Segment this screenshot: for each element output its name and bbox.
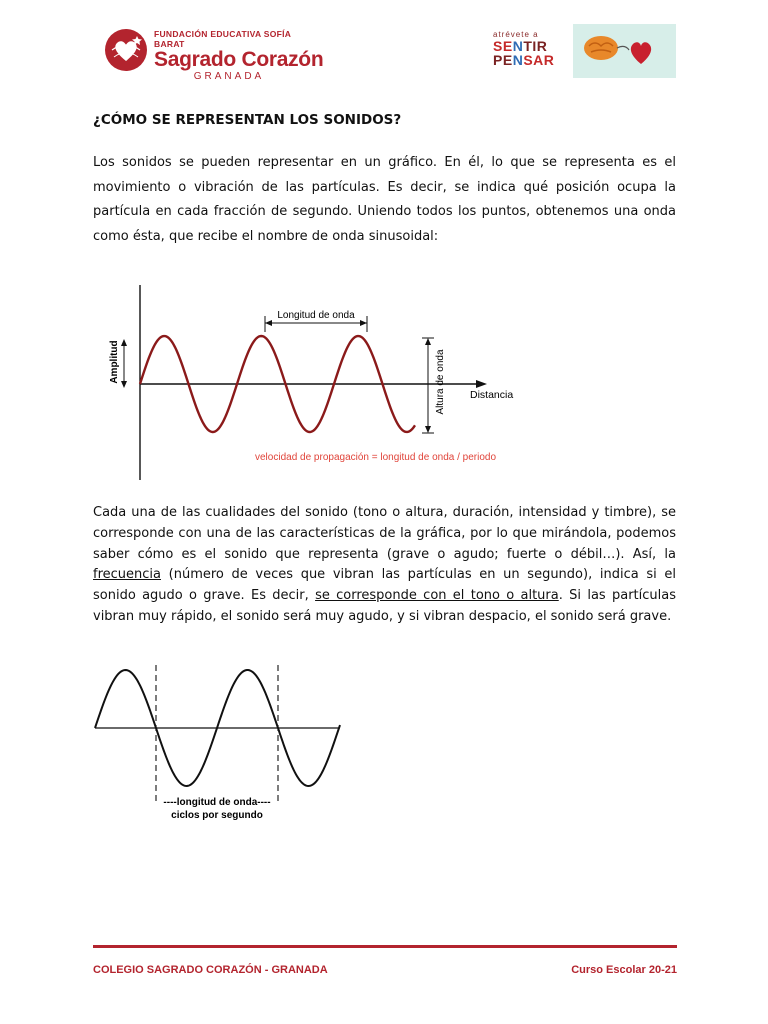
wave-height-arrow-up-icon — [425, 338, 431, 345]
amplitude-label: Amplitud — [109, 340, 120, 384]
frequency-paragraph — [93, 503, 676, 628]
campaign-small-text: atrévete a — [493, 30, 539, 39]
cycles-per-second-label: ciclos por segundo — [171, 810, 263, 821]
footer-school: COLEGIO SAGRADO CORAZÓN - GRANADA — [93, 964, 328, 976]
campaign-row-sentir: SENTIR — [493, 38, 548, 54]
school-logo — [104, 26, 324, 82]
wave-height-arrow-down-icon — [425, 426, 431, 433]
para2-text-1: Cada una de las cualidades del sonido (tono o altura, duración, intensidad y timbre), se corresponde con una de las características de la gráfica, por lo que mirándola, podemos saber cómo es el sonido que representa (grave o agudo; fuerte o débil…). Así, la — [93, 505, 676, 562]
campaign-logo — [493, 30, 565, 78]
wavelength-label: Longitud de onda — [277, 310, 355, 321]
para2-text-2: (número de veces que vibran las partículas en un segundo), indica si el sonido agudo o grave. Es decir, — [93, 567, 676, 604]
wavelength-cycle-diagram — [90, 655, 350, 830]
footer-divider — [93, 945, 677, 948]
logo-city: GRANADA — [193, 71, 265, 82]
campaign-row-pensar: PENSAR — [493, 52, 555, 68]
amplitude-arrow-down-icon — [121, 381, 127, 388]
frequency-term: frecuencia — [93, 567, 161, 583]
wavelength-arrow-right-icon — [360, 320, 367, 326]
wavelength-arrow-left-icon — [265, 320, 272, 326]
logo-foundation-text: FUNDACIÓN EDUCATIVA SOFÍA BARAT — [154, 29, 291, 49]
sine-wave-diagram — [95, 280, 535, 485]
section-heading: ¿CÓMO SE REPRESENTAN LOS SONIDOS? — [93, 112, 402, 128]
intro-paragraph: Los sonidos se pueden representar en un gráfico. En él, lo que se representa es el movimiento o vibración de las partículas. Es decir, se indica qué posición ocupa la partícula en cada fracción de segundo. Uniendo todos los puntos, obtenemos una onda como ésta, que recibe el nombre de onda sinusoidal: — [93, 155, 676, 244]
brain-heart-icon — [573, 24, 676, 78]
footer-year: Curso Escolar 20-21 — [571, 964, 677, 976]
para2-text-3: . Si las partículas vibran muy rápido, el sonido será muy agudo, y si vibran despacio, el sonido será grave. — [93, 588, 677, 624]
wave-height-label: Altura de onda — [435, 349, 446, 415]
tone-term: se corresponde con el tono o altura — [315, 588, 559, 604]
logo-school-name: Sagrado Corazón — [154, 48, 324, 71]
distance-label: Distancia — [470, 389, 514, 401]
cycle-wavelength-label: ----longitud de onda---- — [163, 797, 271, 808]
distance-axis-arrow-icon — [476, 380, 487, 388]
brain-heart-logo — [573, 24, 676, 78]
amplitude-arrow-up-icon — [121, 339, 127, 346]
velocity-formula: velocidad de propagación = longitud de onda / periodo — [255, 452, 497, 463]
globe-heart-emblem-icon — [104, 28, 148, 72]
